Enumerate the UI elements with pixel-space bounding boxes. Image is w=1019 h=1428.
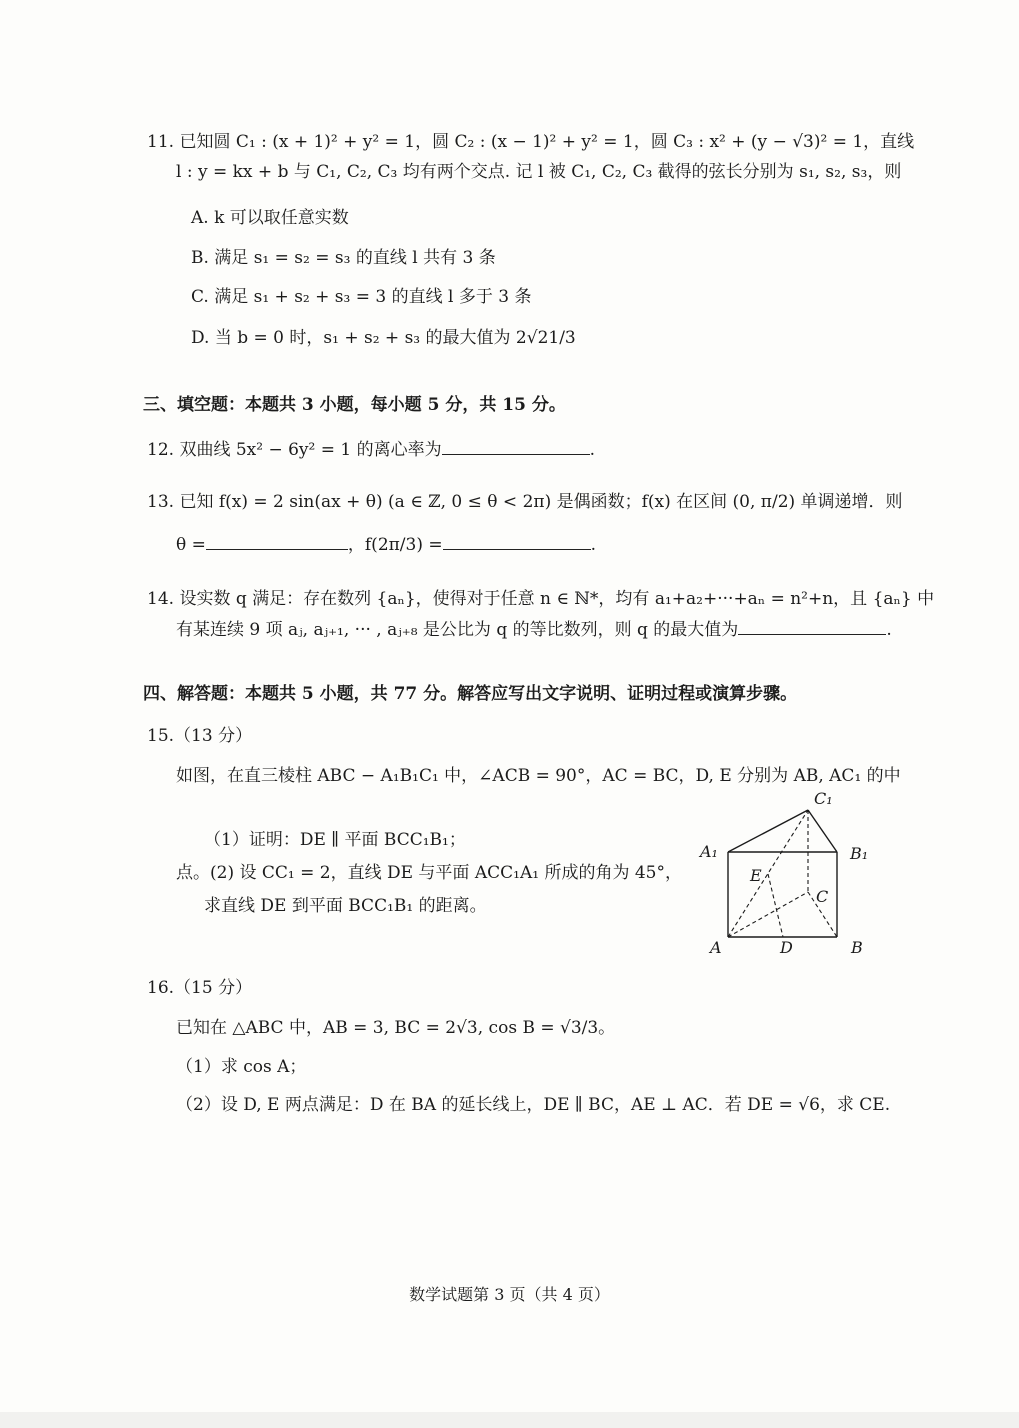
q11-line1: 11. 已知圆 C₁ : (x + 1)² + y² = 1，圆 C₂ : (x − 1)² + y² = 1，圆 C₃ : x² + (y − √3)² = 1，直线 — [147, 132, 915, 152]
q13-theta-blank — [206, 535, 348, 550]
bottom-strip — [0, 1412, 1019, 1428]
q13-theta-label: θ = — [176, 535, 206, 555]
q11-line2: l : y = kx + b 与 C₁, C₂, C₃ 均有两个交点. 记 l 被 C₁, C₂, C₃ 截得的弦长分别为 s₁, s₂, s₃，则 — [176, 162, 902, 182]
segment-d-e — [768, 874, 783, 937]
label-b1: B₁ — [850, 844, 869, 863]
q15-part1: （1）证明：DE ∥ 平面 BCC₁B₁； — [204, 830, 466, 850]
q16-part1: （1）求 cos A； — [176, 1057, 307, 1077]
q13-end: . — [590, 535, 597, 555]
page-footer: 数学试题第 3 页（共 4 页） — [409, 1285, 610, 1304]
q11-option-a: A. k 可以取任意实数 — [191, 208, 349, 228]
edge-a-c-hidden — [728, 892, 808, 937]
q14-line1: 14. 设实数 q 满足：存在数列 {aₙ}，使得对于任意 n ∈ ℕ*，均有 a₁+a₂+···+aₙ = n²+n，且 {aₙ} 中 — [147, 589, 935, 609]
label-a1: A₁ — [700, 842, 718, 861]
edge-a1-c1 — [728, 810, 808, 852]
section-4-title: 四、解答题：本题共 5 小题，共 77 分。解答应写出文字说明、证明过程或演算步骤。 — [143, 684, 798, 704]
label-c1: C₁ — [814, 789, 833, 808]
q12-text: 12. 双曲线 5x² − 6y² = 1 的离心率为 — [147, 440, 442, 460]
q15-part2: 点。(2) 设 CC₁ = 2，直线 DE 与平面 ACC₁A₁ 所成的角为 45°， — [176, 863, 682, 883]
q13-f-blank — [443, 535, 591, 550]
q14-text: 有某连续 9 项 aⱼ, aⱼ₊₁, ··· , aⱼ₊₈ 是公比为 q 的等比数列，则 q 的最大值为 — [176, 620, 739, 640]
q16-header: 16.（15 分） — [147, 978, 253, 998]
label-a: A — [710, 938, 722, 957]
q16-part2: （2）设 D, E 两点满足：D 在 BA 的延长线上，DE ∥ BC，AE ⊥ AC．若 DE = √6，求 CE. — [176, 1095, 891, 1115]
label-c: C — [816, 887, 829, 906]
segment-a-c1 — [728, 810, 808, 937]
label-e: E — [750, 866, 762, 885]
q13-line2 — [176, 533, 596, 557]
q13-f-label: ，f(2π/3) = — [347, 535, 443, 555]
q15-stem: 如图，在直三棱柱 ABC − A₁B₁C₁ 中，∠ACB = 90°，AC = BC，D, E 分别为 AB, AC₁ 的中 — [176, 766, 901, 786]
prism-figure — [690, 780, 890, 965]
q14-line2 — [176, 618, 892, 642]
q12-answer-blank — [442, 440, 590, 455]
q11-option-d: D. 当 b = 0 时，s₁ + s₂ + s₃ 的最大值为 2√21/3 — [191, 328, 576, 348]
q13-line1: 13. 已知 f(x) = 2 sin(ax + θ) (a ∈ ℤ, 0 ≤ θ < 2π) 是偶函数；f(x) 在区间 (0, π/2) 单调递增．则 — [147, 492, 903, 512]
q12-line — [147, 438, 595, 462]
q11-option-c: C. 满足 s₁ + s₂ + s₃ = 3 的直线 l 多于 3 条 — [191, 287, 532, 307]
q15-part2b: 求直线 DE 到平面 BCC₁B₁ 的距离。 — [204, 896, 487, 916]
q15-header: 15.（13 分） — [147, 726, 253, 746]
label-d: D — [780, 938, 793, 957]
section-3-title: 三、填空题：本题共 3 小题，每小题 5 分，共 15 分。 — [143, 395, 566, 415]
edge-c1-b1 — [808, 810, 837, 852]
q12-end: . — [589, 440, 596, 460]
q16-stem: 已知在 △ABC 中，AB = 3, BC = 2√3, cos B = √3/3。 — [176, 1018, 616, 1038]
label-b: B — [851, 938, 863, 957]
q11-option-b: B. 满足 s₁ = s₂ = s₃ 的直线 l 共有 3 条 — [191, 248, 496, 268]
q14-answer-blank — [738, 620, 886, 635]
q14-end: . — [886, 620, 892, 640]
